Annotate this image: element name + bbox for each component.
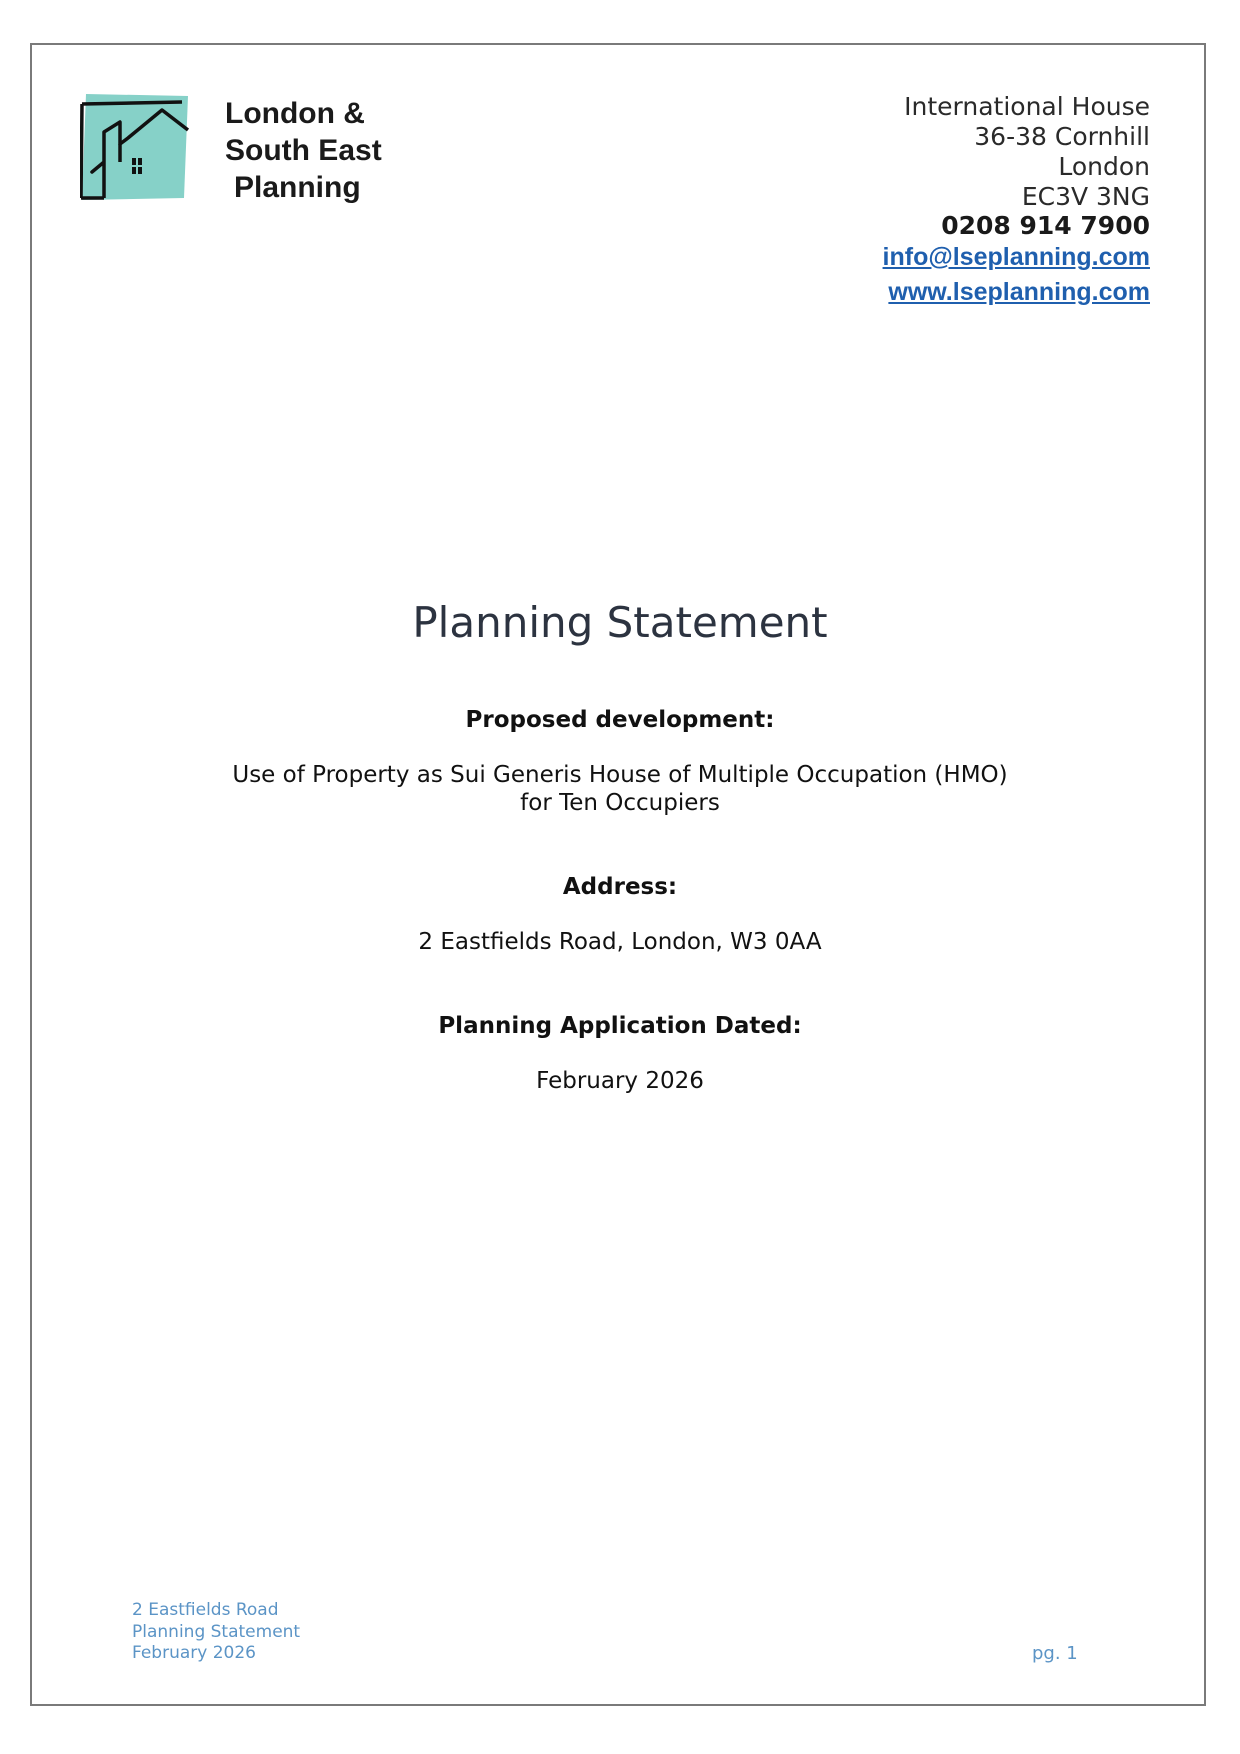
website-link[interactable]: www.lseplanning.com xyxy=(888,278,1150,306)
contact-building: International House xyxy=(904,92,1150,121)
company-logo xyxy=(80,92,390,212)
contact-phone: 0208 914 7900 xyxy=(941,211,1150,240)
footer-info xyxy=(132,1600,300,1665)
contact-city: London xyxy=(1058,152,1150,181)
footer-address: 2 Eastfields Road xyxy=(132,1600,279,1620)
logo-wordmark xyxy=(225,95,382,206)
contact-postcode: EC3V 3NG xyxy=(1021,182,1150,211)
proposed-development-heading: Proposed development: xyxy=(465,707,775,733)
application-dated-value: February 2026 xyxy=(536,1068,704,1094)
footer-date: February 2026 xyxy=(132,1643,256,1663)
house-logo-icon xyxy=(80,92,192,204)
logo-line-3: Planning xyxy=(234,171,361,204)
contact-block xyxy=(883,92,1150,310)
contact-street: 36-38 Cornhill xyxy=(974,122,1150,151)
page-number: pg. 1 xyxy=(1032,1643,1078,1664)
logo-line-2: South East xyxy=(225,134,382,167)
proposed-development-line-2: for Ten Occupiers xyxy=(520,790,720,816)
document-title: Planning Statement xyxy=(412,598,828,647)
application-dated-heading: Planning Application Dated: xyxy=(438,1013,802,1039)
proposed-development-line-1: Use of Property as Sui Generis House of Multiple Occupation (HMO) xyxy=(232,762,1008,788)
email-link[interactable]: info@lseplanning.com xyxy=(882,243,1150,271)
address-heading: Address: xyxy=(562,874,678,900)
footer-document-name: Planning Statement xyxy=(132,1621,301,1642)
logo-line-1: London & xyxy=(225,97,365,130)
address-value: 2 Eastfields Road, London, W3 0AA xyxy=(418,929,822,955)
